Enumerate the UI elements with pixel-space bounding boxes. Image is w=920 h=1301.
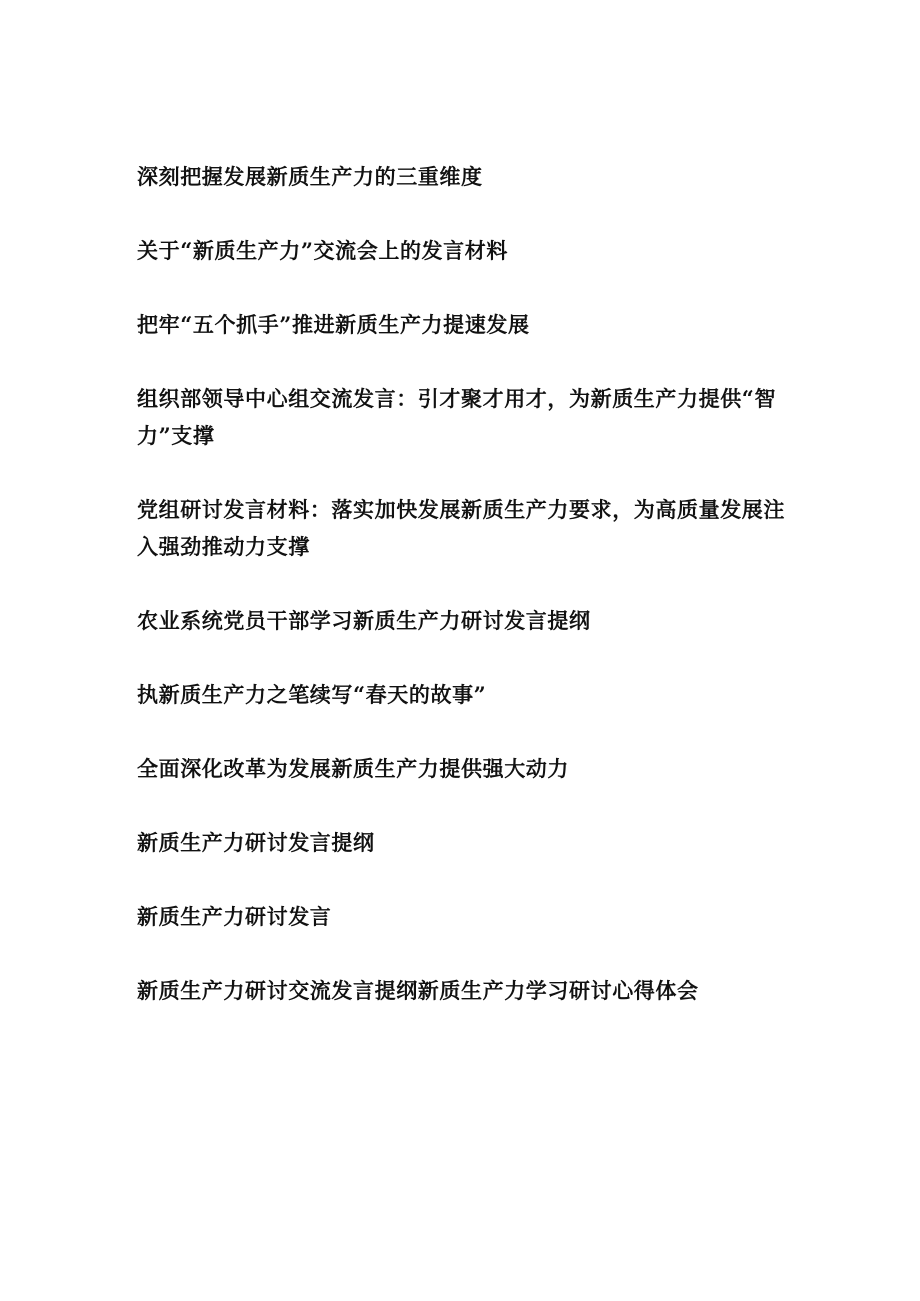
document-title-list bbox=[137, 158, 787, 1009]
document-title-item: 组织部领导中心组交流发言：引才聚才用才，为新质生产力提供“智力”支撑 bbox=[137, 386, 777, 448]
document-title-item: 执新质生产力之笔续写“春天的故事” bbox=[137, 682, 487, 707]
document-title-item: 新质生产力研讨发言提纲 bbox=[137, 830, 375, 855]
document-title-item: 新质生产力研讨交流发言提纲新质生产力学习研讨心得体会 bbox=[137, 978, 699, 1003]
document-title-item: 全面深化改革为发展新质生产力提供强大动力 bbox=[137, 756, 569, 781]
document-title-item: 把牢“五个抓手”推进新质生产力提速发展 bbox=[137, 312, 530, 337]
document-title-item: 深刻把握发展新质生产力的三重维度 bbox=[137, 164, 483, 189]
document-title-item: 农业系统党员干部学习新质生产力研讨发言提纲 bbox=[137, 608, 591, 633]
document-title-item: 党组研讨发言材料：落实加快发展新质生产力要求，为高质量发展注入强劲推动力支撑 bbox=[137, 497, 785, 559]
document-title-item: 新质生产力研讨发言 bbox=[137, 904, 332, 929]
document-title-item: 关于“新质生产力”交流会上的发言材料 bbox=[137, 238, 508, 263]
